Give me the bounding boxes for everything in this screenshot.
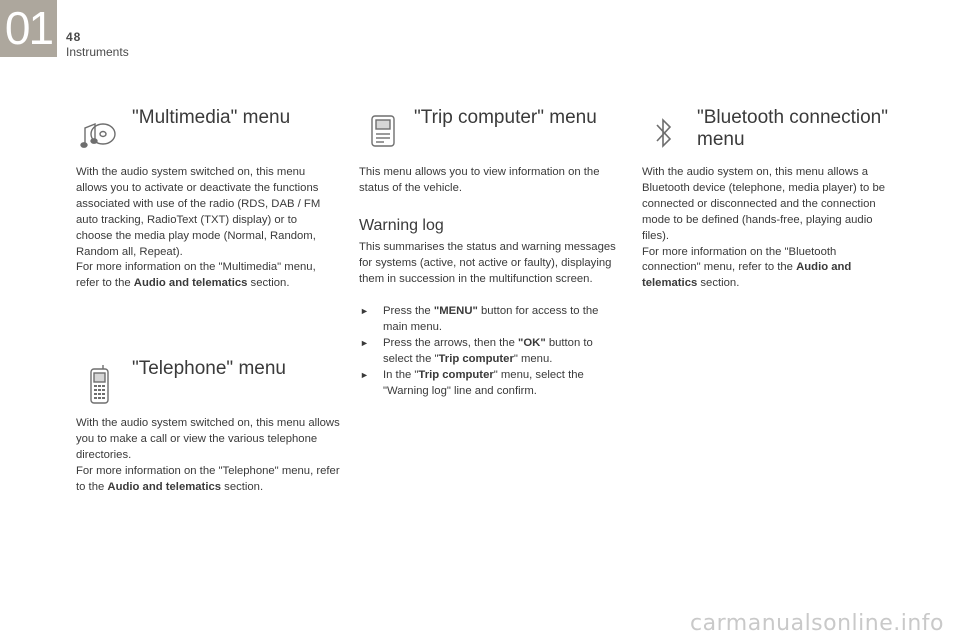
step-text: Press the — [383, 305, 434, 317]
step-text: button to select the " — [383, 336, 593, 365]
trip-body: This menu allows you to view information on the status of the vehicle. — [359, 166, 600, 194]
trip-title: "Trip computer" menu — [414, 107, 597, 128]
multimedia-body: With the audio system switched on, this menu allows you to activate or deactivate the functions associated with use of the radio (RDS, DAB / FM auto tracking, RadioText (TXT) display) or to choose the media play mode (Normal, Random, Random all, Repeat). — [76, 166, 321, 258]
list-item — [359, 336, 621, 368]
bluetooth-more-prefix: For more information on the "Bluetooth connection" menu, refer to the — [642, 245, 837, 274]
step-text: Press the arrows, then the — [383, 336, 519, 349]
step-text: button for access to the main menu. — [383, 305, 599, 333]
telephone-text — [76, 416, 341, 496]
trip-computer-icon — [370, 112, 400, 155]
section-name: Instruments — [66, 45, 129, 59]
step-text: " menu, select the "Warning log" line and confirm. — [383, 368, 584, 397]
telephone-icon — [88, 364, 112, 411]
multimedia-more-prefix: For more information on the "Multimedia" menu, refer to the — [76, 261, 316, 290]
multimedia-more-link: Audio and telematics — [133, 277, 248, 290]
multimedia-more-suffix: section. — [247, 277, 290, 290]
step-text: " menu. — [513, 352, 553, 365]
chapter-tab: 01 — [0, 0, 57, 57]
step-text: In the " — [383, 368, 419, 381]
telephone-more-suffix: section. — [221, 480, 264, 493]
warning-log-steps — [359, 304, 621, 399]
telephone-more-link: Audio and telematics — [107, 480, 222, 493]
step-bold: "MENU" — [433, 305, 478, 317]
bluetooth-icon — [654, 116, 674, 155]
bluetooth-text — [642, 165, 897, 292]
multimedia-icon — [80, 114, 120, 155]
step-bold: Trip computer — [418, 368, 494, 381]
list-item — [359, 304, 621, 336]
bluetooth-body: With the audio system on, this menu allows a Bluetooth device (telephone, media player) to be connected or disconnected and the connection mode to be defined (hands-free, playing audio files). — [642, 166, 886, 242]
bullet-icon: ► — [360, 369, 369, 380]
warning-log-title: Warning log — [359, 217, 444, 234]
bluetooth-more-suffix: section. — [697, 277, 740, 290]
bullet-icon: ► — [360, 306, 369, 316]
list-item — [359, 368, 621, 400]
warning-log-body: This summarises the status and warning messages for systems (active, not active or faulty), displaying them in succession in the multifunction screen. — [359, 241, 616, 285]
bullet-icon: ► — [360, 337, 369, 348]
telephone-title: "Telephone" menu — [132, 358, 286, 379]
watermark: carmanualsonline.info — [690, 611, 944, 636]
telephone-more-prefix: For more information on the "Telephone" menu, refer to the — [76, 464, 340, 493]
step-bold: Trip computer — [438, 352, 514, 365]
bluetooth-title: "Bluetooth connection" menu — [697, 107, 888, 150]
page-number: 48 — [66, 30, 82, 44]
multimedia-text — [76, 165, 336, 292]
telephone-body: With the audio system switched on, this menu allows you to make a call or view the various telephone directories. — [76, 417, 340, 461]
bluetooth-more-link: Audio and telematics — [642, 261, 852, 290]
step-bold: "OK" — [518, 336, 546, 349]
multimedia-title: "Multimedia" menu — [132, 107, 291, 128]
